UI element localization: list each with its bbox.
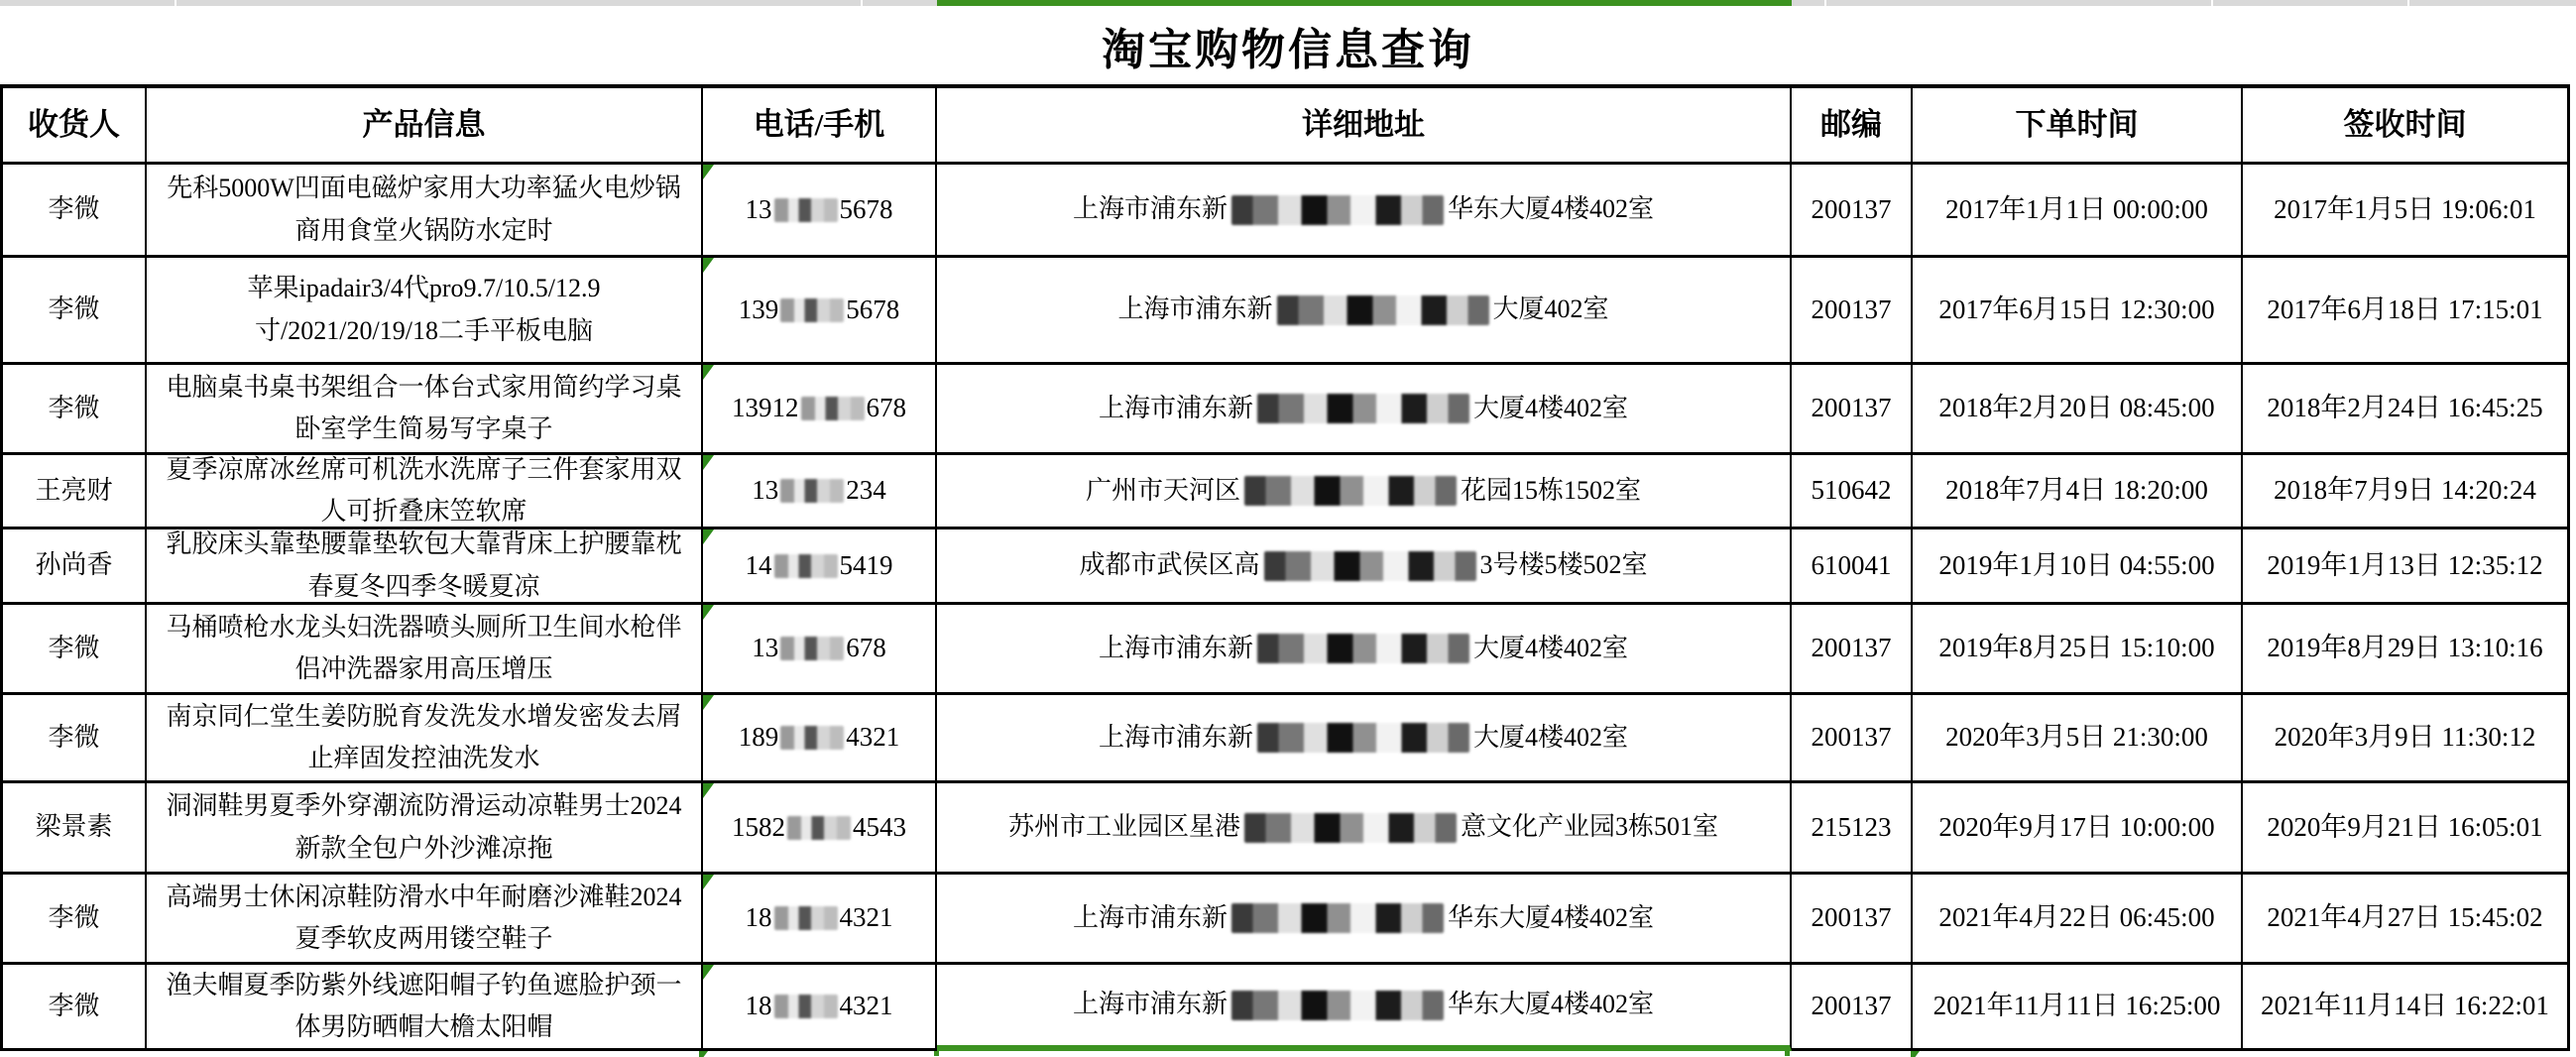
zip-cell[interactable]: 200137 (1792, 965, 1913, 1051)
address-cell[interactable] (937, 783, 1792, 875)
error-indicator-icon (703, 258, 714, 273)
redacted-text-suffix: 4321 (846, 722, 900, 753)
table-row (0, 783, 2576, 875)
table-row (0, 365, 2576, 455)
order-time-cell[interactable]: 2020年3月5日 21:30:00 (1913, 695, 2243, 783)
redacted-text-prefix: 13912 (732, 393, 799, 423)
redaction-blur (1231, 195, 1444, 225)
phone-cell[interactable] (703, 258, 937, 365)
zip-cell[interactable]: 200137 (1792, 365, 1913, 455)
redacted-text-suffix: 678 (846, 633, 886, 663)
column-header-phone[interactable]: 电话/手机 (703, 84, 937, 165)
error-indicator-icon (703, 605, 714, 620)
redaction-blur (774, 995, 838, 1018)
zip-cell[interactable]: 510642 (1792, 455, 1913, 529)
redacted-text-prefix: 上海市浦东新 (1117, 294, 1273, 324)
error-indicator-icon (703, 365, 714, 380)
recipient-cell[interactable]: 王亮财 (0, 455, 147, 529)
sign-time-cell[interactable]: 2017年6月18日 17:15:01 (2243, 258, 2570, 365)
product-cell[interactable]: 苹果ipadair3/4代pro9.7/10.5/12.9寸/2021/20/19/18二手平板电脑 (147, 258, 703, 365)
redacted-text-prefix: 成都市武侯区高 (1079, 550, 1260, 580)
product-cell[interactable]: 夏季凉席冰丝席可机洗水洗席子三件套家用双人可折叠床笠软席 (147, 455, 703, 529)
zip-cell[interactable]: 200137 (1792, 605, 1913, 695)
redacted-text-prefix: 上海市浦东新 (1098, 393, 1253, 422)
redacted-text-prefix: 上海市浦东新 (1072, 990, 1228, 1019)
product-cell[interactable]: 高端男士休闲凉鞋防滑水中年耐磨沙滩鞋2024夏季软皮两用镂空鞋子 (147, 875, 703, 965)
column-header-sign-time[interactable]: 签收时间 (2243, 84, 2570, 165)
zip-cell[interactable]: 200137 (1792, 258, 1913, 365)
recipient-cell[interactable]: 李微 (0, 165, 147, 258)
title-bar (0, 6, 2576, 84)
grid-separator (1824, 0, 1826, 6)
order-time-cell[interactable]: 2017年6月15日 12:30:00 (1913, 258, 2243, 365)
sheet-top-strip (0, 0, 2576, 6)
redacted-text-suffix: 花园15栋1502室 (1461, 475, 1642, 505)
redaction-blur (780, 298, 844, 322)
redacted-text-suffix: 4543 (853, 811, 906, 842)
address-cell[interactable] (937, 875, 1792, 965)
redaction-blur (774, 554, 838, 578)
recipient-cell[interactable]: 李微 (0, 365, 147, 455)
order-time-cell[interactable]: 2018年2月20日 08:45:00 (1913, 365, 2243, 455)
sign-time-cell[interactable]: 2020年9月21日 16:05:01 (2243, 783, 2570, 875)
phone-cell[interactable] (703, 529, 937, 605)
grid-separator (861, 0, 863, 6)
zip-cell[interactable]: 200137 (1792, 875, 1913, 965)
phone-cell[interactable] (703, 695, 937, 783)
phone-cell[interactable] (703, 365, 937, 455)
selection-highlight (937, 0, 1792, 6)
redacted-text-prefix: 189 (738, 722, 779, 753)
table-row (0, 965, 2576, 1051)
redaction-blur (1277, 295, 1489, 325)
redacted-text-suffix: 华东大厦4楼402室 (1448, 902, 1655, 932)
address-cell[interactable] (937, 365, 1792, 455)
product-cell[interactable]: 渔夫帽夏季防紫外线遮阳帽子钓鱼遮脸护颈一体男防晒帽大檐太阳帽 (147, 965, 703, 1051)
redacted-text-prefix: 13 (752, 475, 779, 506)
phone-cell[interactable] (703, 965, 937, 1051)
redaction-blur (780, 726, 844, 750)
column-header-address[interactable]: 详细地址 (937, 84, 1792, 165)
table-row (0, 165, 2576, 258)
redacted-text-prefix: 13 (745, 193, 772, 224)
redacted-text-suffix: 华东大厦4楼402室 (1448, 194, 1655, 224)
grid-separator (2211, 0, 2213, 6)
grid-separator (2407, 0, 2409, 6)
page-title[interactable]: 淘宝购物信息查询 (1102, 25, 1474, 74)
table-row (0, 695, 2576, 783)
phone-cell[interactable] (703, 455, 937, 529)
redacted-text-prefix: 18 (745, 902, 772, 933)
selection-corner (934, 1051, 939, 1056)
recipient-cell[interactable]: 李微 (0, 875, 147, 965)
redacted-text-prefix: 上海市浦东新 (1098, 633, 1253, 662)
recipient-cell[interactable]: 孙尚香 (0, 529, 147, 605)
redaction-blur (780, 479, 844, 503)
sign-time-cell[interactable]: 2020年3月9日 11:30:12 (2243, 695, 2570, 783)
sign-time-cell[interactable]: 2018年2月24日 16:45:25 (2243, 365, 2570, 455)
order-time-cell[interactable]: 2017年1月1日 00:00:00 (1913, 165, 2243, 258)
redaction-blur (1257, 723, 1469, 753)
redacted-text-prefix: 广州市天河区 (1085, 475, 1240, 505)
phone-cell[interactable] (703, 165, 937, 258)
redacted-text-suffix: 678 (866, 393, 906, 423)
column-header-recipient[interactable]: 收货人 (0, 84, 147, 165)
address-cell[interactable] (937, 965, 1792, 1051)
redacted-text-suffix: 4321 (839, 991, 893, 1021)
recipient-cell[interactable]: 李微 (0, 258, 147, 365)
sign-time-cell[interactable]: 2021年11月14日 16:22:01 (2243, 965, 2570, 1051)
redacted-text-suffix: 华东大厦4楼402室 (1448, 990, 1655, 1019)
redaction-blur (774, 906, 838, 930)
product-cell[interactable]: 马桶喷枪水龙头妇洗器喷头厕所卫生间水枪伴侣冲洗器家用高压增压 (147, 605, 703, 695)
redacted-text-suffix: 5678 (839, 193, 893, 224)
order-time-cell[interactable]: 2018年7月4日 18:20:00 (1913, 455, 2243, 529)
address-cell[interactable] (937, 529, 1792, 605)
phone-cell[interactable] (703, 875, 937, 965)
partial-next-row (0, 1051, 2576, 1057)
error-indicator-icon (703, 455, 714, 470)
redaction-blur (780, 637, 844, 660)
zip-cell[interactable]: 215123 (1792, 783, 1913, 875)
redacted-text-suffix: 234 (846, 475, 886, 506)
redaction-blur (1231, 903, 1444, 933)
recipient-cell[interactable]: 李微 (0, 605, 147, 695)
error-indicator-icon (703, 165, 714, 179)
address-cell[interactable] (937, 165, 1792, 258)
sign-time-cell[interactable]: 2018年7月9日 14:20:24 (2243, 455, 2570, 529)
table-row (0, 529, 2576, 605)
phone-cell[interactable] (703, 605, 937, 695)
redacted-text-prefix: 13 (752, 633, 779, 663)
order-time-cell[interactable]: 2019年1月10日 04:55:00 (1913, 529, 2243, 605)
redacted-text-suffix: 5678 (846, 294, 900, 324)
redacted-text-prefix: 上海市浦东新 (1072, 902, 1228, 932)
address-cell[interactable] (937, 695, 1792, 783)
redacted-text-prefix: 上海市浦东新 (1072, 194, 1228, 224)
order-time-cell[interactable]: 2021年4月22日 06:45:00 (1913, 875, 2243, 965)
redacted-text-prefix: 苏州市工业园区星港 (1007, 812, 1240, 842)
data-table (0, 84, 2576, 1051)
order-time-cell[interactable]: 2019年8月25日 15:10:00 (1913, 605, 2243, 695)
table-header-row (0, 84, 2576, 165)
zip-cell[interactable]: 200137 (1792, 165, 1913, 258)
redaction-blur (1244, 813, 1457, 843)
zip-cell[interactable]: 200137 (1792, 695, 1913, 783)
redaction-blur (1257, 634, 1469, 663)
redaction-blur (1244, 476, 1457, 506)
redacted-text-prefix: 1582 (732, 811, 785, 842)
error-indicator-icon (703, 965, 714, 980)
sign-time-cell[interactable]: 2019年1月13日 12:35:12 (2243, 529, 2570, 605)
product-cell[interactable]: 先科5000W凹面电磁炉家用大功率猛火电炒锅商用食堂火锅防水定时 (147, 165, 703, 258)
sign-time-cell[interactable]: 2017年1月5日 19:06:01 (2243, 165, 2570, 258)
redaction-blur (774, 198, 838, 222)
address-cell[interactable] (937, 258, 1792, 365)
grid-separator (175, 0, 176, 6)
redacted-text-suffix: 意文化产业园3栋501室 (1461, 812, 1719, 842)
order-time-cell[interactable]: 2021年11月11日 16:25:00 (1913, 965, 2243, 1051)
error-indicator-icon (703, 529, 714, 544)
error-indicator-icon (1911, 1051, 1920, 1057)
table-row (0, 258, 2576, 365)
error-indicator-icon (703, 695, 714, 710)
error-indicator-icon (703, 875, 714, 889)
column-header-product[interactable]: 产品信息 (147, 84, 703, 165)
error-indicator-icon (703, 783, 714, 798)
redacted-text-prefix: 14 (745, 549, 772, 580)
redacted-text-suffix: 大厦402室 (1492, 294, 1609, 324)
sign-time-cell[interactable]: 2021年4月27日 15:45:02 (2243, 875, 2570, 965)
product-cell[interactable]: 洞洞鞋男夏季外穿潮流防滑运动凉鞋男士2024新款全包户外沙滩凉拖 (147, 783, 703, 875)
redacted-text-suffix: 大厦4楼402室 (1473, 722, 1629, 752)
redaction-blur (1257, 394, 1469, 423)
redacted-text-prefix: 上海市浦东新 (1098, 722, 1253, 752)
redaction-blur (1231, 991, 1444, 1020)
address-cell[interactable] (937, 605, 1792, 695)
table-row (0, 875, 2576, 965)
product-cell[interactable]: 南京同仁堂生姜防脱育发洗发水增发密发去屑止痒固发控油洗发水 (147, 695, 703, 783)
redacted-text-suffix: 大厦4楼402室 (1473, 393, 1629, 422)
order-time-cell[interactable]: 2020年9月17日 10:00:00 (1913, 783, 2243, 875)
redacted-text-suffix: 大厦4楼402室 (1473, 633, 1629, 662)
error-indicator-icon (699, 1051, 708, 1057)
column-header-order-time[interactable]: 下单时间 (1913, 84, 2243, 165)
redacted-text-suffix: 4321 (839, 902, 893, 933)
redacted-text-prefix: 18 (745, 991, 772, 1021)
product-cell[interactable]: 电脑桌书桌书架组合一体台式家用简约学习桌卧室学生简易写字桌子 (147, 365, 703, 455)
recipient-cell[interactable]: 梁景素 (0, 783, 147, 875)
column-header-zip[interactable]: 邮编 (1792, 84, 1913, 165)
redacted-text-prefix: 139 (738, 294, 779, 324)
redacted-text-suffix: 3号楼5楼502室 (1479, 550, 1648, 580)
phone-cell[interactable] (703, 783, 937, 875)
selection-corner (1785, 1051, 1790, 1056)
redaction-blur (1264, 551, 1476, 581)
recipient-cell[interactable]: 李微 (0, 695, 147, 783)
product-cell[interactable]: 乳胶床头靠垫腰靠垫软包大靠背床上护腰靠枕春夏冬四季冬暖夏凉 (147, 529, 703, 605)
redacted-text-suffix: 5419 (839, 549, 893, 580)
address-cell[interactable] (937, 455, 1792, 529)
sign-time-cell[interactable]: 2019年8月29日 13:10:16 (2243, 605, 2570, 695)
zip-cell[interactable]: 610041 (1792, 529, 1913, 605)
redaction-blur (787, 816, 851, 840)
redaction-blur (801, 397, 865, 420)
table-row (0, 605, 2576, 695)
recipient-cell[interactable]: 李微 (0, 965, 147, 1051)
table-row (0, 455, 2576, 529)
